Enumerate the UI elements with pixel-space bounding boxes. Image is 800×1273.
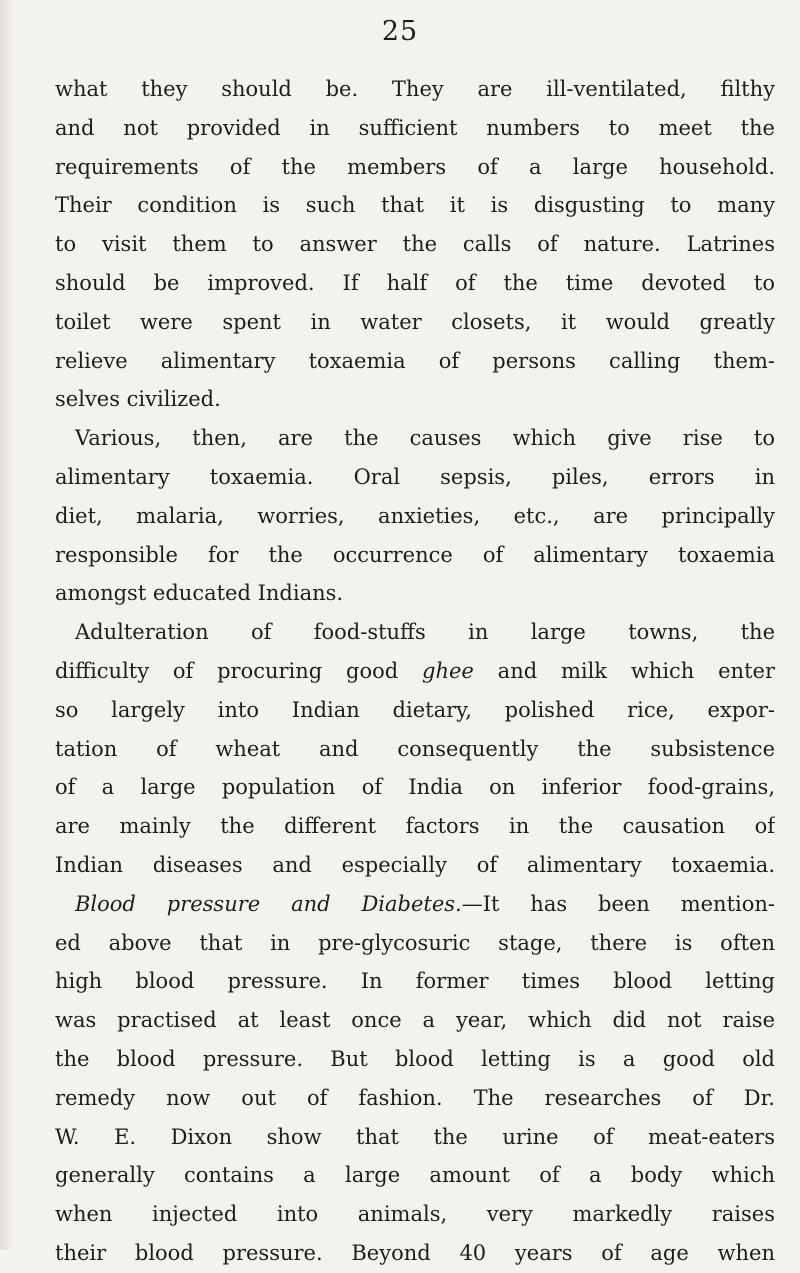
text-line-6: should be improved. If half of the time devoted to <box>55 270 775 295</box>
text-line-29: generally contains a large amount of a body which <box>55 1163 775 1188</box>
text-line-4: Their condition is such that it is disgusting to many <box>55 193 775 218</box>
text-line-23: ed above that in pre-glycosuric stage, there is often <box>55 930 775 955</box>
page-number: 25 <box>381 16 419 47</box>
text-line-30: when injected into animals, very markedly raises <box>55 1202 775 1227</box>
text-line-3: requirements of the members of a large household. <box>55 154 775 179</box>
section-heading-blood-pressure: Blood pressure and Diabetes. <box>75 891 462 916</box>
text-line-21: Indian diseases and especially of alimentary toxaemia. <box>55 852 775 877</box>
text-line-17: so largely into Indian dietary, polished rice, expor- <box>55 697 775 722</box>
page-body-text <box>55 70 775 1273</box>
text-line-16-part-2: and milk which enter <box>497 658 775 683</box>
text-line-7: toilet were spent in water closets, it would greatly <box>55 309 775 334</box>
text-line-18: tation of wheat and consequently the subsistence <box>55 736 775 761</box>
text-line-2: and not provided in sufficient numbers to meet the <box>55 115 775 140</box>
text-line-27: remedy now out of fashion. The researches of Dr. <box>55 1085 775 1110</box>
text-line-22 <box>55 885 775 924</box>
text-line-9: selves civilized. <box>55 387 221 412</box>
text-line-15: Adulteration of food-stuffs in large towns, the <box>75 620 775 645</box>
text-line-11: alimentary toxaemia. Oral sepsis, piles, errors in <box>55 464 775 489</box>
text-line-16-part-1: difficulty of procuring good <box>55 658 399 683</box>
text-line-5: to visit them to answer the calls of nature. Latrines <box>55 232 775 257</box>
text-line-31: their blood pressure. Beyond 40 years of age when <box>55 1240 775 1265</box>
text-line-25: was practised at least once a year, which did not raise <box>55 1008 775 1033</box>
text-line-20: are mainly the different factors in the causation of <box>55 814 775 839</box>
italic-term-ghee: ghee <box>422 658 474 683</box>
text-line-13: responsible for the occurrence of alimentary toxaemia <box>55 542 775 567</box>
text-line-19: of a large population of India on inferior food-grains, <box>55 775 775 800</box>
text-line-14: amongst educated Indians. <box>55 581 344 606</box>
text-line-1: what they should be. They are ill-ventilated, filthy <box>55 77 775 101</box>
text-line-28: W. E. Dixon show that the urine of meat-eaters <box>55 1124 775 1149</box>
text-line-22-part-2: —It has been mention- <box>461 891 775 916</box>
text-line-12: diet, malaria, worries, anxieties, etc., are principally <box>55 503 775 528</box>
text-line-8: relieve alimentary toxaemia of persons calling them- <box>55 348 775 373</box>
text-line-24: high blood pressure. In former times blood letting <box>55 969 775 994</box>
page-gutter-shadow <box>0 0 14 1250</box>
text-line-10: Various, then, are the causes which give rise to <box>75 426 775 451</box>
text-line-16 <box>55 652 775 691</box>
text-line-26: the blood pressure. But blood letting is a good old <box>55 1046 775 1071</box>
